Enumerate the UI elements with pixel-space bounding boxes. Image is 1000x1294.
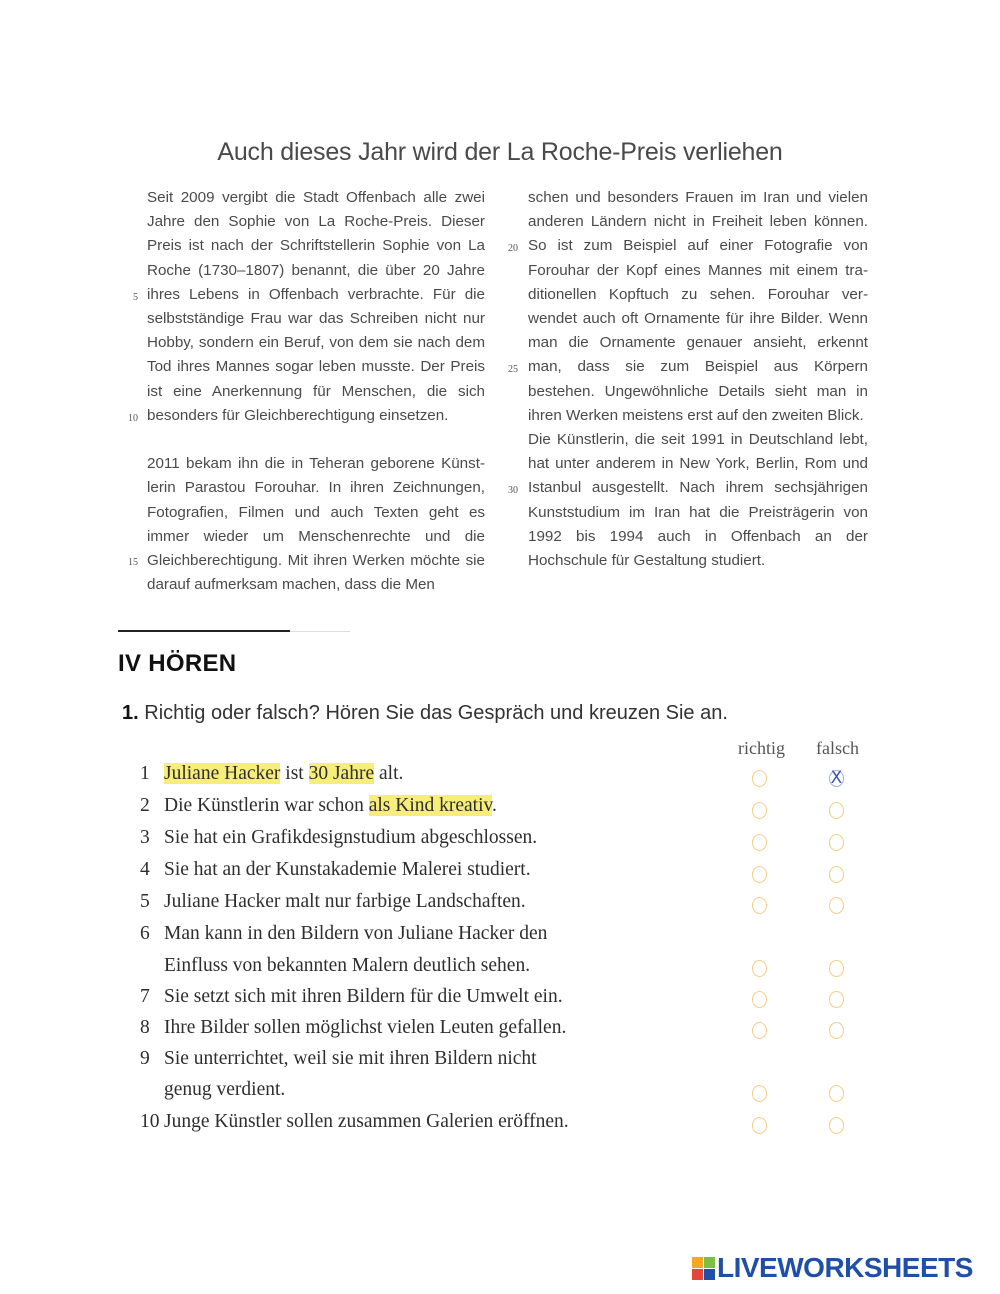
statement-number: 3: [140, 827, 150, 848]
radio-richtig-5[interactable]: [752, 897, 767, 914]
statement-text: Sie hat ein Grafikdesignstudium abgeschlossen.: [164, 827, 538, 848]
task-instruction: [122, 702, 728, 725]
statement-text: Man kann in den Bildern von Juliane Hacker den: [164, 923, 548, 944]
statement-number: 9: [140, 1048, 150, 1069]
radio-richtig-10[interactable]: [752, 1117, 767, 1134]
divider: [118, 630, 290, 632]
radio-falsch-8[interactable]: [829, 1022, 844, 1039]
article-left-column: [147, 186, 485, 597]
line-number: 5: [133, 292, 138, 303]
logo-cell: [704, 1269, 715, 1280]
line-number: 20: [508, 243, 518, 254]
task-number: 1.: [122, 702, 139, 724]
statement-number: 10: [140, 1111, 160, 1132]
section-heading: IV HÖREN: [118, 650, 237, 677]
brand-name: LIVEWORKSHEETS: [717, 1252, 973, 1283]
radio-falsch-4[interactable]: [829, 866, 844, 883]
statement-text: Sie setzt sich mit ihren Bildern für die Umwelt ein.: [164, 986, 563, 1007]
logo-cell: [692, 1257, 703, 1268]
statement-text: ist: [280, 763, 309, 784]
highlight: 30 Jahre: [308, 763, 375, 784]
statement-text: Ihre Bilder sollen möglichst vielen Leuten gefallen.: [164, 1017, 567, 1038]
radio-richtig-1[interactable]: [752, 770, 767, 787]
article-paragraph: schen und besonders Frauen im Iran und vielen anderen Ländern nicht in Freiheit leben können. So ist zum Beispiel auf einer Fotografie von Forouhar der Kopf eines Mannes mit einem traditionellen Kopftuch zu sehen. Forouhar verwendet auch oft Ornamente für ihre Bilder. Wenn man die Ornamente genauer ansieht, erkennt man, dass sie zum Beispiel aus Körpern bestehen. Ungewöhnliche Details sieht man in ihren Werken meistens erst auf den zweiten Blick.: [528, 189, 868, 424]
statement-number: 5: [140, 891, 150, 912]
article-title: Auch dieses Jahr wird der La Roche-Preis verliehen: [217, 138, 783, 166]
line-number: 15: [128, 557, 138, 568]
highlight: als Kind kreativ: [368, 795, 492, 816]
radio-richtig-8[interactable]: [752, 1022, 767, 1039]
statement-text: Sie unterrichtet, weil sie mit ihren Bildern nicht: [164, 1048, 537, 1069]
radio-falsch-2[interactable]: [829, 802, 844, 819]
statement: [140, 891, 526, 913]
article-paragraph: Seit 2009 vergibt die Stadt Offenbach alle zwei Jahre den Sophie von La Roche-Preis. Dieser Preis ist nach der Schriftstellerin Sophie von La Roche (1730–1807) benannt, die über 20 Jahre ihres Lebens in Offenbach verbrachte. Für die selbstständige Frau war das Schreiben nicht nur Hobby, sondern ein Beruf, von dem sie nach dem Tod ihres Mannes sogar leben musste. Der Preis ist eine Anerkennung für Menschen, die sich besonders für Gleichberechtigung einsetzen.: [147, 189, 485, 424]
statement-continuation: [140, 1079, 285, 1101]
radio-falsch-5[interactable]: [829, 897, 844, 914]
article-paragraph: 2011 bekam ihn die in Teheran geborene Künstlerin Parastou Forouhar. In ihren Zeichnungen, Fotografien, Filmen und auch Texten geht es immer wieder um Menschenrechte und die Gleichberechtigung. Mit ihren Werken möchte sie darauf aufmerksam machen, dass die Men: [147, 455, 485, 594]
radio-richtig-3[interactable]: [752, 834, 767, 851]
radio-falsch-9[interactable]: [829, 1085, 844, 1102]
statement: [140, 923, 547, 945]
column-header-richtig: richtig: [738, 738, 785, 758]
logo-cell: [692, 1269, 703, 1280]
radio-richtig-4[interactable]: [752, 866, 767, 883]
statement: [140, 1017, 566, 1039]
radio-falsch-10[interactable]: [829, 1117, 844, 1134]
line-number: 25: [508, 364, 518, 375]
statement-number: 7: [140, 986, 150, 1007]
statement-number: 8: [140, 1017, 150, 1038]
statement-text: Junge Künstler sollen zusammen Galerien eröffnen.: [164, 1111, 569, 1132]
highlight: Juliane Hacker: [164, 763, 281, 784]
statement: [140, 859, 531, 881]
statement-text: alt.: [374, 763, 404, 784]
radio-falsch-3[interactable]: [829, 834, 844, 851]
line-number: 30: [508, 485, 518, 496]
article-paragraph: Die Künstlerin, die seit 1991 in Deutschland lebt, hat unter anderem in New York, Berlin, Rom und Istanbul ausgestellt. Nach ihrem sechsjährigen Kunststudium im Iran hat die Preisträgerin von 1992 bis 1994 auch in Offenbach an der Hochschule für Gestaltung studiert.: [528, 431, 868, 570]
radio-richtig-6[interactable]: [752, 960, 767, 977]
checked-mark: X: [830, 768, 843, 788]
statement: [140, 986, 563, 1008]
logo-cell: [704, 1257, 715, 1268]
statement-text: Sie hat an der Kunstakademie Malerei studiert.: [164, 859, 531, 880]
radio-richtig-7[interactable]: [752, 991, 767, 1008]
statement-text: genug verdient.: [164, 1079, 286, 1100]
statement: [140, 763, 403, 785]
statement-text: Die Künstlerin war schon: [164, 795, 369, 816]
line-number: 10: [128, 413, 138, 424]
radio-richtig-9[interactable]: [752, 1085, 767, 1102]
statement-text: Einfluss von bekannten Malern deutlich sehen.: [164, 955, 531, 976]
radio-falsch-1[interactable]: [829, 770, 844, 787]
statement: [140, 1111, 569, 1133]
column-header-falsch: falsch: [816, 738, 859, 758]
divider-faint: [290, 631, 350, 632]
statement-continuation: [140, 955, 530, 977]
statement: [140, 795, 497, 817]
statement: [140, 827, 537, 849]
statement-number: 4: [140, 859, 150, 880]
statement-number: 1: [140, 763, 150, 784]
article-right-column: [528, 186, 868, 573]
brand-footer: [692, 1252, 973, 1284]
statement-text: Juliane Hacker malt nur farbige Landschaften.: [164, 891, 526, 912]
radio-falsch-6[interactable]: [829, 960, 844, 977]
statement-number: 6: [140, 923, 150, 944]
radio-falsch-7[interactable]: [829, 991, 844, 1008]
task-text: Richtig oder falsch? Hören Sie das Gespräch und kreuzen Sie an.: [144, 702, 728, 724]
statement-text: .: [492, 795, 497, 816]
liveworksheets-logo-icon: [692, 1257, 715, 1280]
radio-richtig-2[interactable]: [752, 802, 767, 819]
statement: [140, 1048, 537, 1070]
statement-number: 2: [140, 795, 150, 816]
